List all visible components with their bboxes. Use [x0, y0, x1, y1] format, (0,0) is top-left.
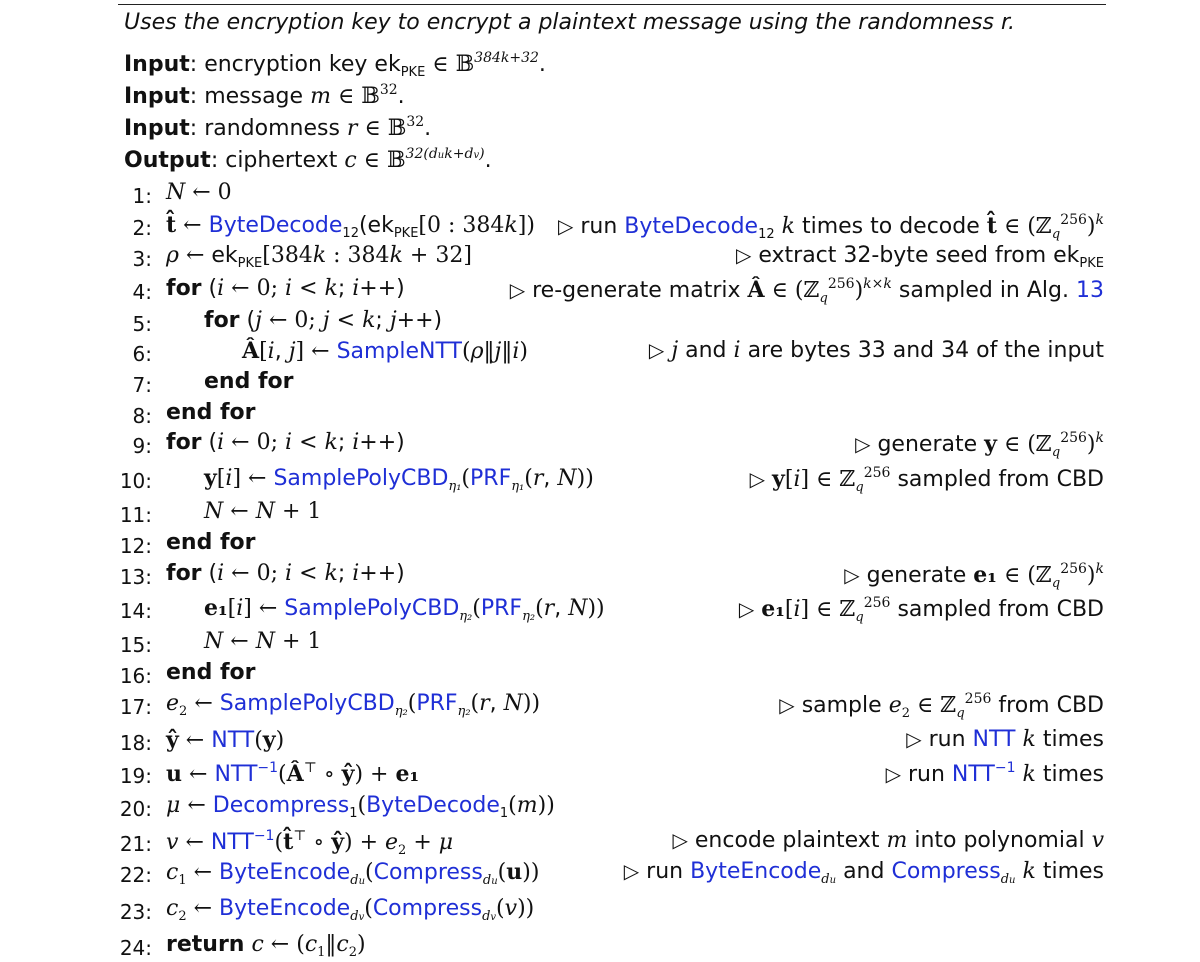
input-message: Input: message m ∈ 𝔹$^{32}$. [124, 82, 405, 109]
algo-line-22: 22: $c_1$ ← ByteEncode$_{du}$(Compress$_{du}$(u)) ▷ run ByteEncode$_{du}$ and Compress$_{du}$ k times [119, 859, 1104, 888]
algo-line-5: 5: for (j ← 0; j < k; j++) [132, 308, 443, 336]
algo-line-10: 10: y[i] ← $SamplePolyCBD_{\eta_1}(PRF_{\eta_1}(r$, N)) ▷ y[i] ∈ ℤ$_q^{256}$ sampled from CBD [119, 465, 1104, 495]
algo-line-11: 11: N ← N + 1 [119, 499, 322, 527]
top-rule [118, 4, 1106, 5]
algo-line-6: 6: Â[i, j] ← SampleNTT(ρ‖j‖i) ▷ j and i are bytes 33 and 34 of the input [132, 338, 1104, 366]
algo-line-20: 20: μ ← Decompress$_1$(ByteDecode$_1$(m)) [119, 793, 555, 821]
algo-line-23: 23: $c_2$ ← ByteEncode$_{dv}$(Compress$_{dv}$(v)) [119, 896, 535, 924]
algo-line-24: 24: return c ← $(c_1‖c_2)$ [119, 932, 366, 960]
algo-line-7: 7: end for [132, 369, 294, 397]
algo-line-19: 19: u ← $NTT^{-1}(Â^⊤$ ∘ ŷ) + e₁ ▷ run $NTT^{-1}$ k times [119, 760, 1104, 788]
algo-line-14: 14: e₁[i] ← $SamplePolyCBD_{\eta_2}(PRF_{\eta_2}(r$, N)) ▷ e₁[i] ∈ ℤ$_q^{256}$ sampled from CBD [119, 595, 1104, 625]
algo-line-2: 2: t̂ ← $ByteDecode_{12}(ek_{PKE}[0$ : 384k]) ▷ run ByteDecode$_{12}$ k times to decode t̂ ∈ (ℤ$_q^{256}$)$^k$ [132, 212, 1104, 242]
algo-line-12: 12: end for [119, 530, 256, 558]
algo-line-1: 1: N ← 0 [132, 180, 232, 208]
algo-line-21: 21: v ← $NTT^{-1}(t̂^⊤$ ∘ ŷ) + $e_2 + \mu$ ▷ encode plaintext m into polynomial v [119, 828, 1104, 858]
algo-line-17: 17: $e_2$ ← $SamplePolyCBD_{\eta_2}(PRF_{\eta_2}(r$, N)) ▷ sample $e_2$ ∈ ℤ$_q^{256}$ from CBD [119, 691, 1104, 721]
algo-line-13: 13: for (i ← 0; i < k; i++) ▷ generate e₁ ∈ (ℤ$_q^{256}$)$^k$ [119, 561, 1104, 591]
algo-line-18: 18: ŷ ← NTT(y) ▷ run NTT k times [119, 727, 1104, 755]
algorithm-caption: Uses the encryption key to encrypt a plaintext message using the randomness r. [124, 10, 1015, 35]
algo-line-3: 3: ρ ← $ek_{PKE}[384k$ : 384k + 32] ▷ extract 32-byte seed from $ek_{PKE}$ [132, 243, 1104, 271]
algo-line-9: 9: for (i ← 0; i < k; i++) ▷ generate y ∈ (ℤ$_q^{256}$)$^k$ [132, 430, 1104, 460]
algo-line-4: 4: for (i ← 0; i < k; i++) ▷ re-generate matrix Â ∈ (ℤ$_q^{256}$)$^{k\times k}$ sampled in Alg. 13 [132, 276, 1104, 306]
algo-line-16: 16: end for [119, 660, 256, 688]
output-ciphertext: Output: ciphertext c ∈ 𝔹$^{32(duk+dv)}$. [124, 146, 492, 173]
algo-line-15: 15: N ← N + 1 [119, 629, 322, 657]
input-randomness: Input: randomness r ∈ 𝔹$^{32}$. [124, 114, 432, 141]
algo-line-8: 8: end for [132, 400, 256, 428]
input-encryption-key: Input: encryption key $ek_{PKE}$ ∈ 𝔹$^{384k+32}$. [124, 50, 546, 80]
